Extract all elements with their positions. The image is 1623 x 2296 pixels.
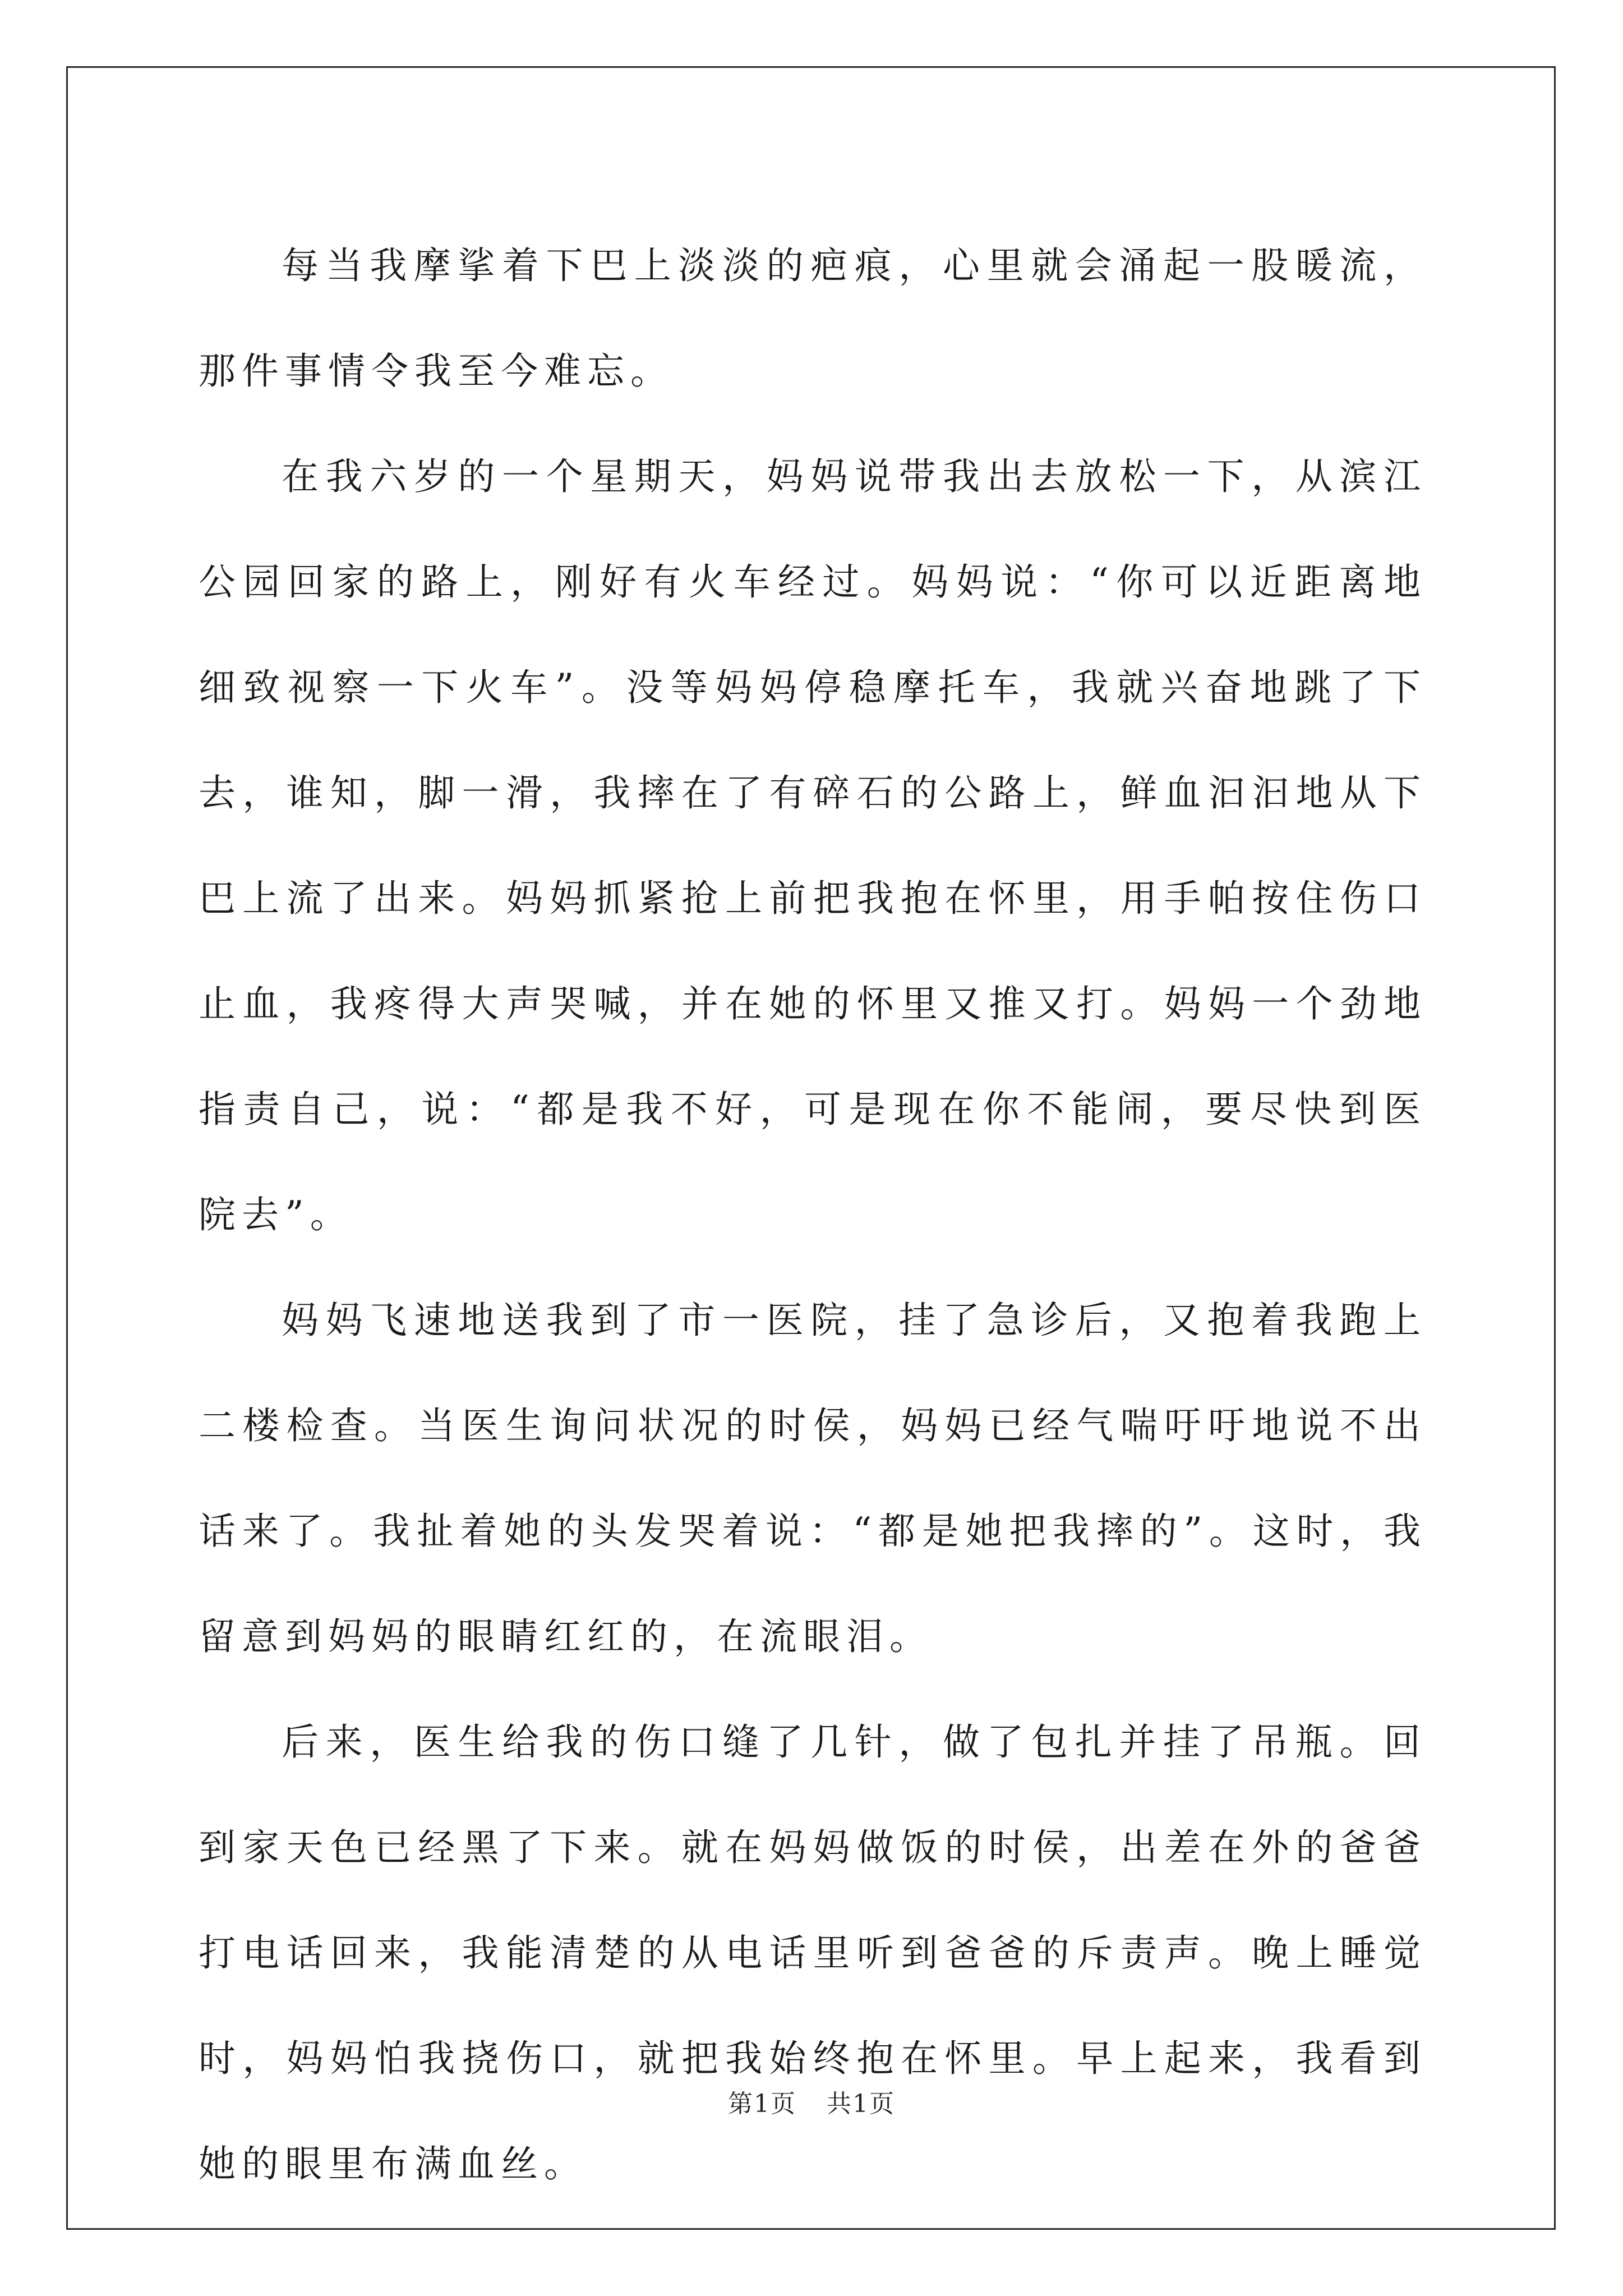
page-footer [0,2083,1623,2119]
page-number-current: 第1页 [728,2090,796,2118]
paragraph-1: 每当我摩挲着下巴上淡淡的疤痕，心里就会涌起一股暖流，那件事情令我至今难忘。 [199,244,1427,393]
page-number-total: 共1页 [827,2090,895,2118]
paragraph-2: 在我六岁的一个星期天，妈妈说带我出去放松一下，从滨江公园回家的路上，刚好有火车经过。妈妈说：“你可以近距离地细致视察一下火车”。没等妈妈停稳摩托车，我就兴奋地跳了下去，谁知，脚一滑，我摔在了有碎石的公路上，鲜血汩汩地从下巴上流了出来。妈妈抓紧抢上前把我抱在怀里，用手帕按住伤口止血，我疼得大声哭喊，并在她的怀里又推又打。妈妈一个劲地指责自己，说：“都是我不好，可是现在你不能闹，要尽快到医院去”。 [199,455,1427,1236]
paragraph-4: 后来，医生给我的伤口缝了几针，做了包扎并挂了吊瓶。回到家天色已经黑了下来。就在妈妈做饭的时侯，出差在外的爸爸打电话回来，我能清楚的从电话里听到爸爸的斥责声。晚上睡觉时，妈妈怕我挠伤口，就把我始终抱在怀里。早上起来，我看到她的眼里布满血丝。 [199,1720,1427,2185]
document-body [199,213,1427,2217]
paragraph-3: 妈妈飞速地送我到了市一医院，挂了急诊后，又抱着我跑上二楼检查。当医生询问状况的时侯，妈妈已经气喘吁吁地说不出话来了。我扯着她的头发哭着说：“都是她把我摔的”。这时，我留意到妈妈的眼睛红红的，在流眼泪。 [199,1299,1427,1658]
